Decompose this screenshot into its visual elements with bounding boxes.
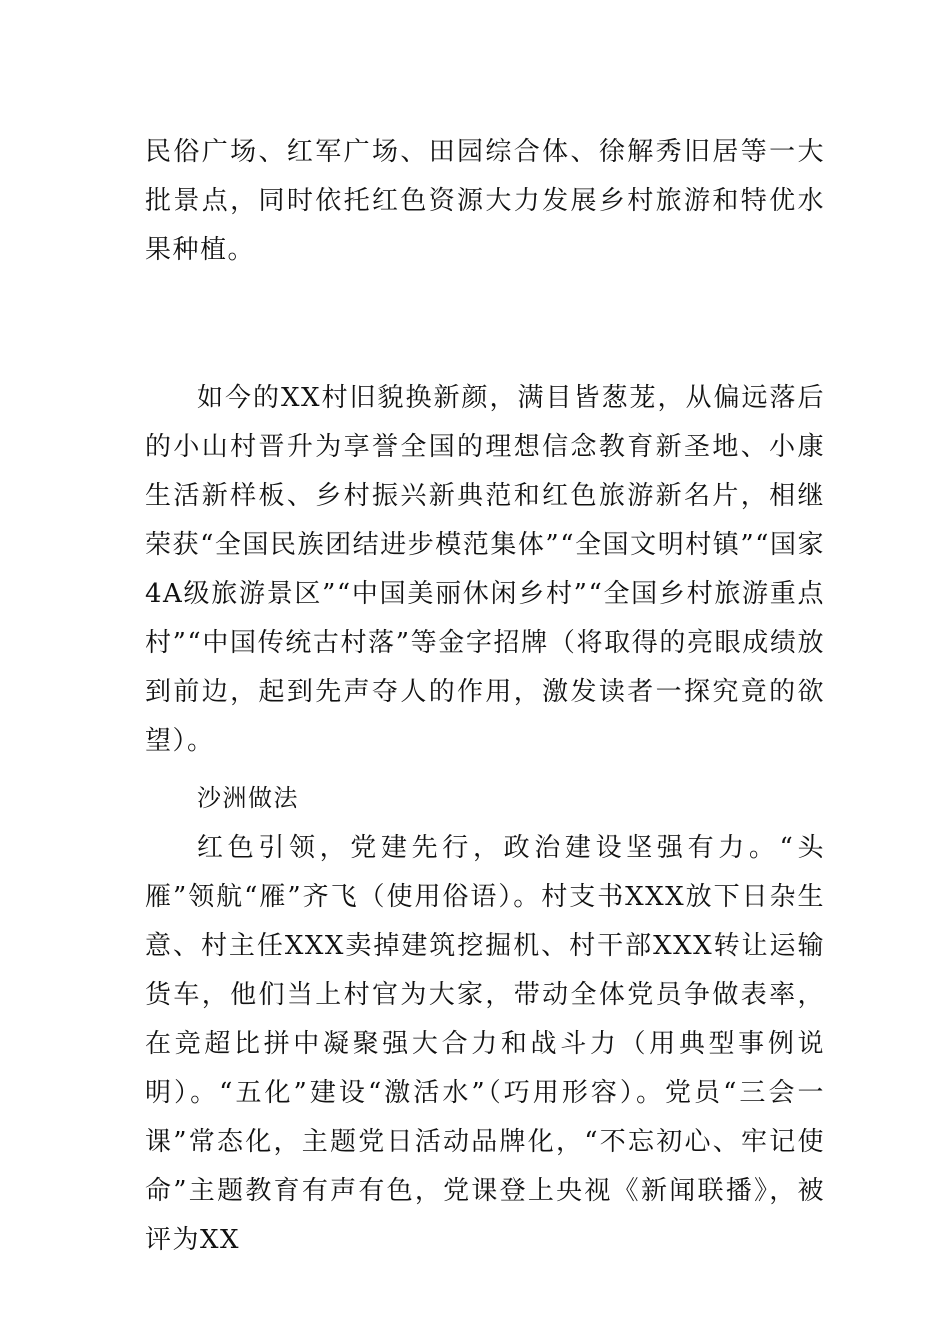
paragraph-continuation: 民俗广场、红军广场、田园综合体、徐解秀旧居等一大批景点，同时依托红色资源大力发展乡村旅游和特优水果种植。: [145, 137, 825, 265]
section-heading: 沙洲做法: [197, 784, 299, 812]
paragraph-party-building: 红色引领，党建先行，政治建设坚强有力。“头雁”领航“雁”齐飞（使用俗语）。村支书XXX放下日杂生意、村主任XXX卖掉建筑挖掘机、村干部XXX转让运输货车，他们当上村官为大家，带动全体党员争做表率，在竞超比拼中凝聚强大合力和战斗力（用典型事例说明）。“五化”建设“激活水”（巧用形容）。党员“三会一课”常态化，主题党日活动品牌化，“不忘初心、牢记使命”主题教育有声有色，党课登上央视《新闻联播》，被评为XX: [145, 833, 825, 1255]
paragraph-village-achievements: 如今的XX村旧貌换新颜，满目皆葱茏，从偏远落后的小山村晋升为享誉全国的理想信念教育新圣地、小康生活新样板、乡村振兴新典范和红色旅游新名片，相继荣获“全国民族团结进步模范集体”“全国文明村镇”“国家4A级旅游景区”“中国美丽休闲乡村”“全国乡村旅游重点村”“中国传统古村落”等金字招牌（将取得的亮眼成绩放到前边，起到先声夺人的作用，激发读者一探究竟的欲望）。: [145, 383, 825, 756]
